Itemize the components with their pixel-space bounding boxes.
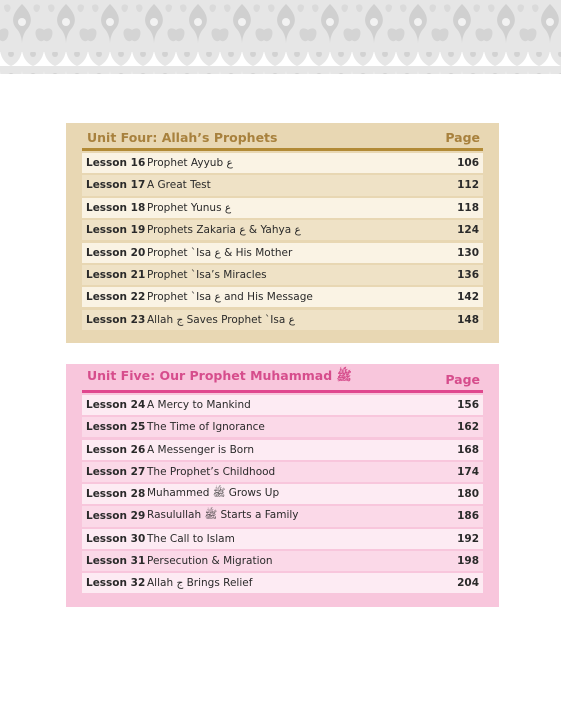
lesson-row[interactable] xyxy=(82,506,483,526)
lesson-row[interactable] xyxy=(82,395,483,415)
lesson-row[interactable] xyxy=(82,551,483,571)
lesson-number: Lesson 26 xyxy=(86,443,146,456)
lesson-title: Prophets Zakaria ع & Yahya ع xyxy=(147,224,301,237)
lesson-page: 118 xyxy=(457,201,479,214)
lesson-page: 180 xyxy=(457,488,479,501)
lesson-title: The Time of Ignorance xyxy=(147,421,265,434)
lesson-title: The Prophet’s Childhood xyxy=(147,465,276,478)
lesson-title: A Mercy to Mankind xyxy=(147,399,251,412)
lesson-row[interactable] xyxy=(82,417,483,437)
lesson-row[interactable] xyxy=(82,153,483,173)
lesson-page: 174 xyxy=(457,465,479,478)
lesson-page: 156 xyxy=(457,399,479,412)
lesson-number: Lesson 22 xyxy=(86,291,146,304)
lesson-page: 136 xyxy=(457,268,479,281)
lesson-page: 168 xyxy=(457,443,479,456)
lesson-number: Lesson 21 xyxy=(86,268,146,281)
lesson-number: Lesson 25 xyxy=(86,421,146,434)
lesson-title: A Messenger is Born xyxy=(147,443,255,456)
unit-five-section xyxy=(66,364,499,607)
lesson-title: Allah ج Brings Relief xyxy=(147,577,253,590)
lesson-title: Prophet `Isa ع and His Message xyxy=(147,291,313,304)
unit-title: Unit Four: Allah’s Prophets xyxy=(87,130,278,145)
lesson-title: The Call to Islam xyxy=(147,532,235,545)
lesson-title: Prophet Yunus ع xyxy=(147,201,232,214)
lesson-number: Lesson 24 xyxy=(86,399,146,412)
lesson-page: 124 xyxy=(457,224,479,237)
lesson-page: 186 xyxy=(457,510,479,523)
lesson-page: 192 xyxy=(457,532,479,545)
lesson-row[interactable] xyxy=(82,198,483,218)
lesson-number: Lesson 17 xyxy=(86,179,146,192)
lesson-title: Rasulullah ﷺ Starts a Family xyxy=(147,508,299,521)
lesson-page: 204 xyxy=(457,577,479,590)
lesson-number: Lesson 27 xyxy=(86,465,146,478)
lesson-page: 198 xyxy=(457,555,479,568)
lesson-row[interactable] xyxy=(82,265,483,285)
lesson-title: Allah ج Saves Prophet `Isa ع xyxy=(147,313,295,326)
lesson-page: 142 xyxy=(457,291,479,304)
lesson-number: Lesson 23 xyxy=(86,313,146,326)
unit-header xyxy=(82,364,483,393)
unit-header xyxy=(82,123,483,151)
lesson-number: Lesson 20 xyxy=(86,246,146,259)
lesson-number: Lesson 19 xyxy=(86,224,146,237)
lesson-title: Prophet `Isa’s Miracles xyxy=(147,268,267,281)
lesson-title: A Great Test xyxy=(147,179,211,192)
lesson-row[interactable] xyxy=(82,484,483,504)
lesson-title: Muhammed ﷺ Grows Up xyxy=(147,486,280,499)
lesson-row[interactable] xyxy=(82,462,483,482)
lesson-list xyxy=(82,153,483,330)
lesson-title: Prophet Ayyub ع xyxy=(147,157,233,170)
lesson-page: 148 xyxy=(457,313,479,326)
unit-four-section xyxy=(66,123,499,343)
lesson-list xyxy=(82,395,483,593)
lesson-page: 106 xyxy=(457,157,479,170)
lesson-row[interactable] xyxy=(82,573,483,593)
lesson-row[interactable] xyxy=(82,529,483,549)
lesson-title: Prophet `Isa ع & His Mother xyxy=(147,246,293,259)
lesson-page: 162 xyxy=(457,421,479,434)
lesson-row[interactable] xyxy=(82,440,483,460)
lesson-number: Lesson 28 xyxy=(86,488,146,501)
page-column-label: Page xyxy=(445,130,480,145)
lesson-page: 112 xyxy=(457,179,479,192)
lesson-number: Lesson 30 xyxy=(86,532,146,545)
lesson-number: Lesson 18 xyxy=(86,201,146,214)
lesson-number: Lesson 29 xyxy=(86,510,146,523)
lesson-number: Lesson 32 xyxy=(86,577,146,590)
lesson-row[interactable] xyxy=(82,243,483,263)
lesson-number: Lesson 31 xyxy=(86,555,146,568)
lesson-page: 130 xyxy=(457,246,479,259)
lesson-number: Lesson 16 xyxy=(86,157,146,170)
page-column-label: Page xyxy=(445,372,480,387)
decorative-ornament-border xyxy=(0,0,561,74)
lesson-row[interactable] xyxy=(82,220,483,240)
unit-title: Unit Five: Our Prophet Muhammad ﷺ xyxy=(87,368,352,383)
lesson-row[interactable] xyxy=(82,175,483,195)
lesson-row[interactable] xyxy=(82,287,483,307)
lesson-title: Persecution & Migration xyxy=(147,555,273,568)
lesson-row[interactable] xyxy=(82,310,483,330)
